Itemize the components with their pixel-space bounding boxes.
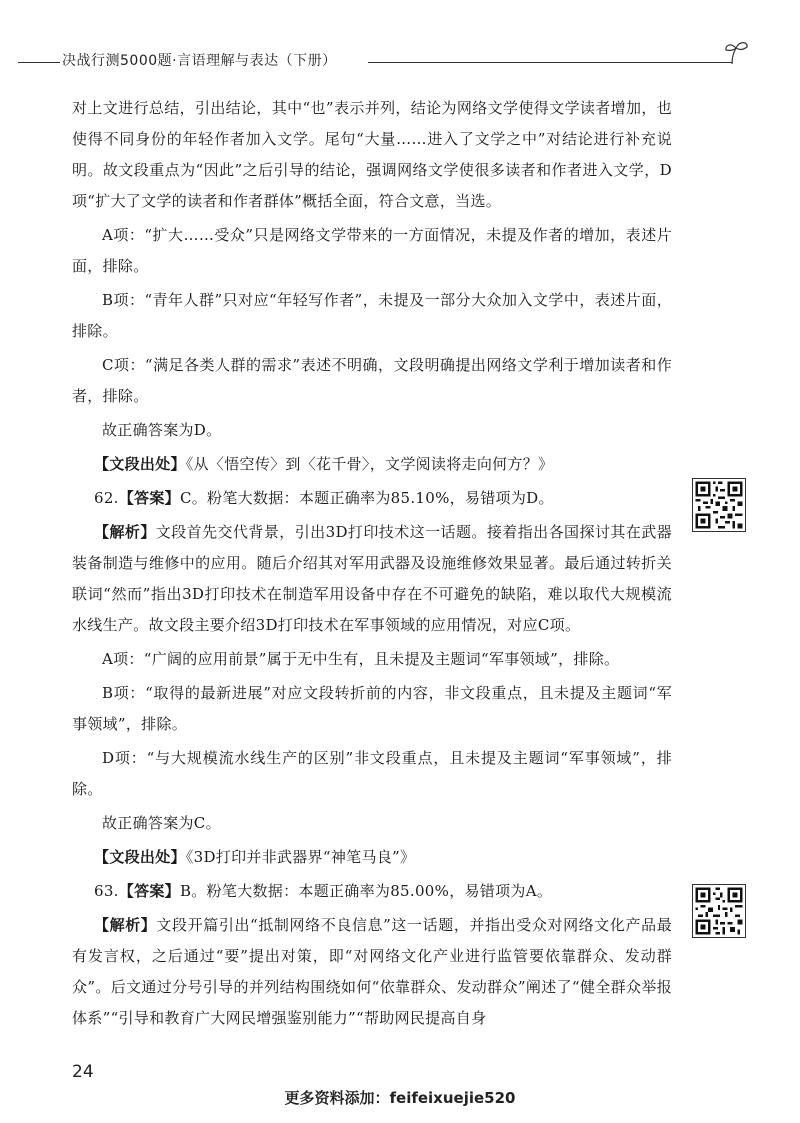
- source-title: 《从〈悟空传〉到〈花千骨〉，文学阅读将走向何方？》: [185, 455, 554, 473]
- q63-analysis-label: 【解析】: [94, 916, 157, 934]
- q62-conclusion: 故正确答案为C。: [102, 814, 221, 832]
- q62-analysis-text: 文段首先交代背景，引出3D打印技术这一话题。接着指出各国探讨其在武器装备制造与维修中的应用。随后介绍其对军用武器及设施维修效果显著。最后通过转折关联词“然而”指出3D打印技术在制造军用设备中存在不可避免的缺陷，难以取代大规模流水线生产。故文段主要介绍3D打印技术在军事领域的应用情况，对应C项。: [72, 523, 672, 634]
- source-line: [72, 449, 672, 480]
- q63-analysis: [72, 910, 672, 1034]
- page-content: [72, 93, 672, 1037]
- option-a-analysis: A项：“扩大……受众”只是网络文学带来的一方面情况，未提及作者的增加，表述片面，排除。: [72, 226, 672, 275]
- q63-answer-label: 【答案】: [118, 882, 180, 900]
- analysis-paragraph-continued: 对上文进行总结，引出结论，其中“也”表示并列，结论为网络文学使得文学读者增加，也使得不同身份的年轻作者加入文学。尾句“大量……进入了文学之中”对结论进行补充说明。故文段重点为“因此”之后引导的结论，强调网络文学使很多读者和作者进入文学，D项“扩大了文学的读者和作者群体”概括全面，符合文意，当选。: [72, 99, 672, 210]
- q62-analysis-label: 【解析】: [94, 523, 156, 541]
- sprout-icon: [722, 38, 752, 68]
- qr-code-q63[interactable]: [692, 884, 746, 938]
- q63-answer-line: [72, 876, 672, 907]
- correct-answer-line: 故正确答案为D。: [102, 421, 222, 439]
- qr-code-q62[interactable]: [692, 478, 746, 532]
- q62-source-label: 【文段出处】: [94, 848, 186, 866]
- source-label: 【文段出处】: [94, 455, 186, 473]
- running-header-title: 决战行测5000题·言语理解与表达（下册）: [62, 53, 337, 69]
- q63-number: 63.: [94, 882, 119, 900]
- q62-option-a: A项：“广阔的应用前景”属于无中生有，且未提及主题词“军事领域”，排除。: [102, 650, 620, 668]
- page-number: 24: [72, 1062, 94, 1082]
- q62-answer-label: 【答案】: [118, 489, 180, 507]
- q62-number: 62.: [94, 489, 119, 507]
- q62-source-line: [72, 842, 672, 873]
- option-c-analysis: C项：“满足各类人群的需求”表述不明确，文段明确提出网络文学利于增加读者和作者，排除。: [72, 356, 672, 405]
- q63-answer-text: B。粉笔大数据：本题正确率为85.00%，易错项为A。: [179, 882, 553, 900]
- header-rule-right: [368, 62, 732, 63]
- q62-option-b: B项：“取得的最新进展”对应文段转折前的内容，非文段重点，且未提及主题词“军事领域”，排除。: [72, 684, 672, 733]
- header-rule-left: [18, 62, 60, 63]
- option-b-analysis: B项：“青年人群”只对应“年轻写作者”，未提及一部分大众加入文学中，表述片面，排除。: [72, 291, 672, 340]
- q62-answer-text: C。粉笔大数据：本题正确率为85.10%，易错项为D。: [179, 489, 554, 507]
- q62-option-d: D项：“与大规模流水线生产的区别”非文段重点，且未提及主题词“军事领域”，排除。: [72, 749, 672, 798]
- q62-analysis: [72, 517, 672, 641]
- q62-answer-line: [72, 483, 672, 514]
- q62-source-title: 《3D打印并非武器界“神笔马良”》: [185, 848, 416, 866]
- footer-note: 更多资料添加：feifeixuejie520: [284, 1089, 516, 1107]
- q63-analysis-text: 文段开篇引出“抵制网络不良信息”这一话题，并指出受众对网络文化产品最有发言权，之后通过“要”提出对策，即“对网络文化产业进行监管要依靠群众、发动群众”。后文通过分号引导的并列结构围绕如何“依靠群众、发动群众”阐述了“健全群众举报体系”“引导和教育广大网民增强鉴别能力”“帮助网民提高自身: [72, 916, 672, 1027]
